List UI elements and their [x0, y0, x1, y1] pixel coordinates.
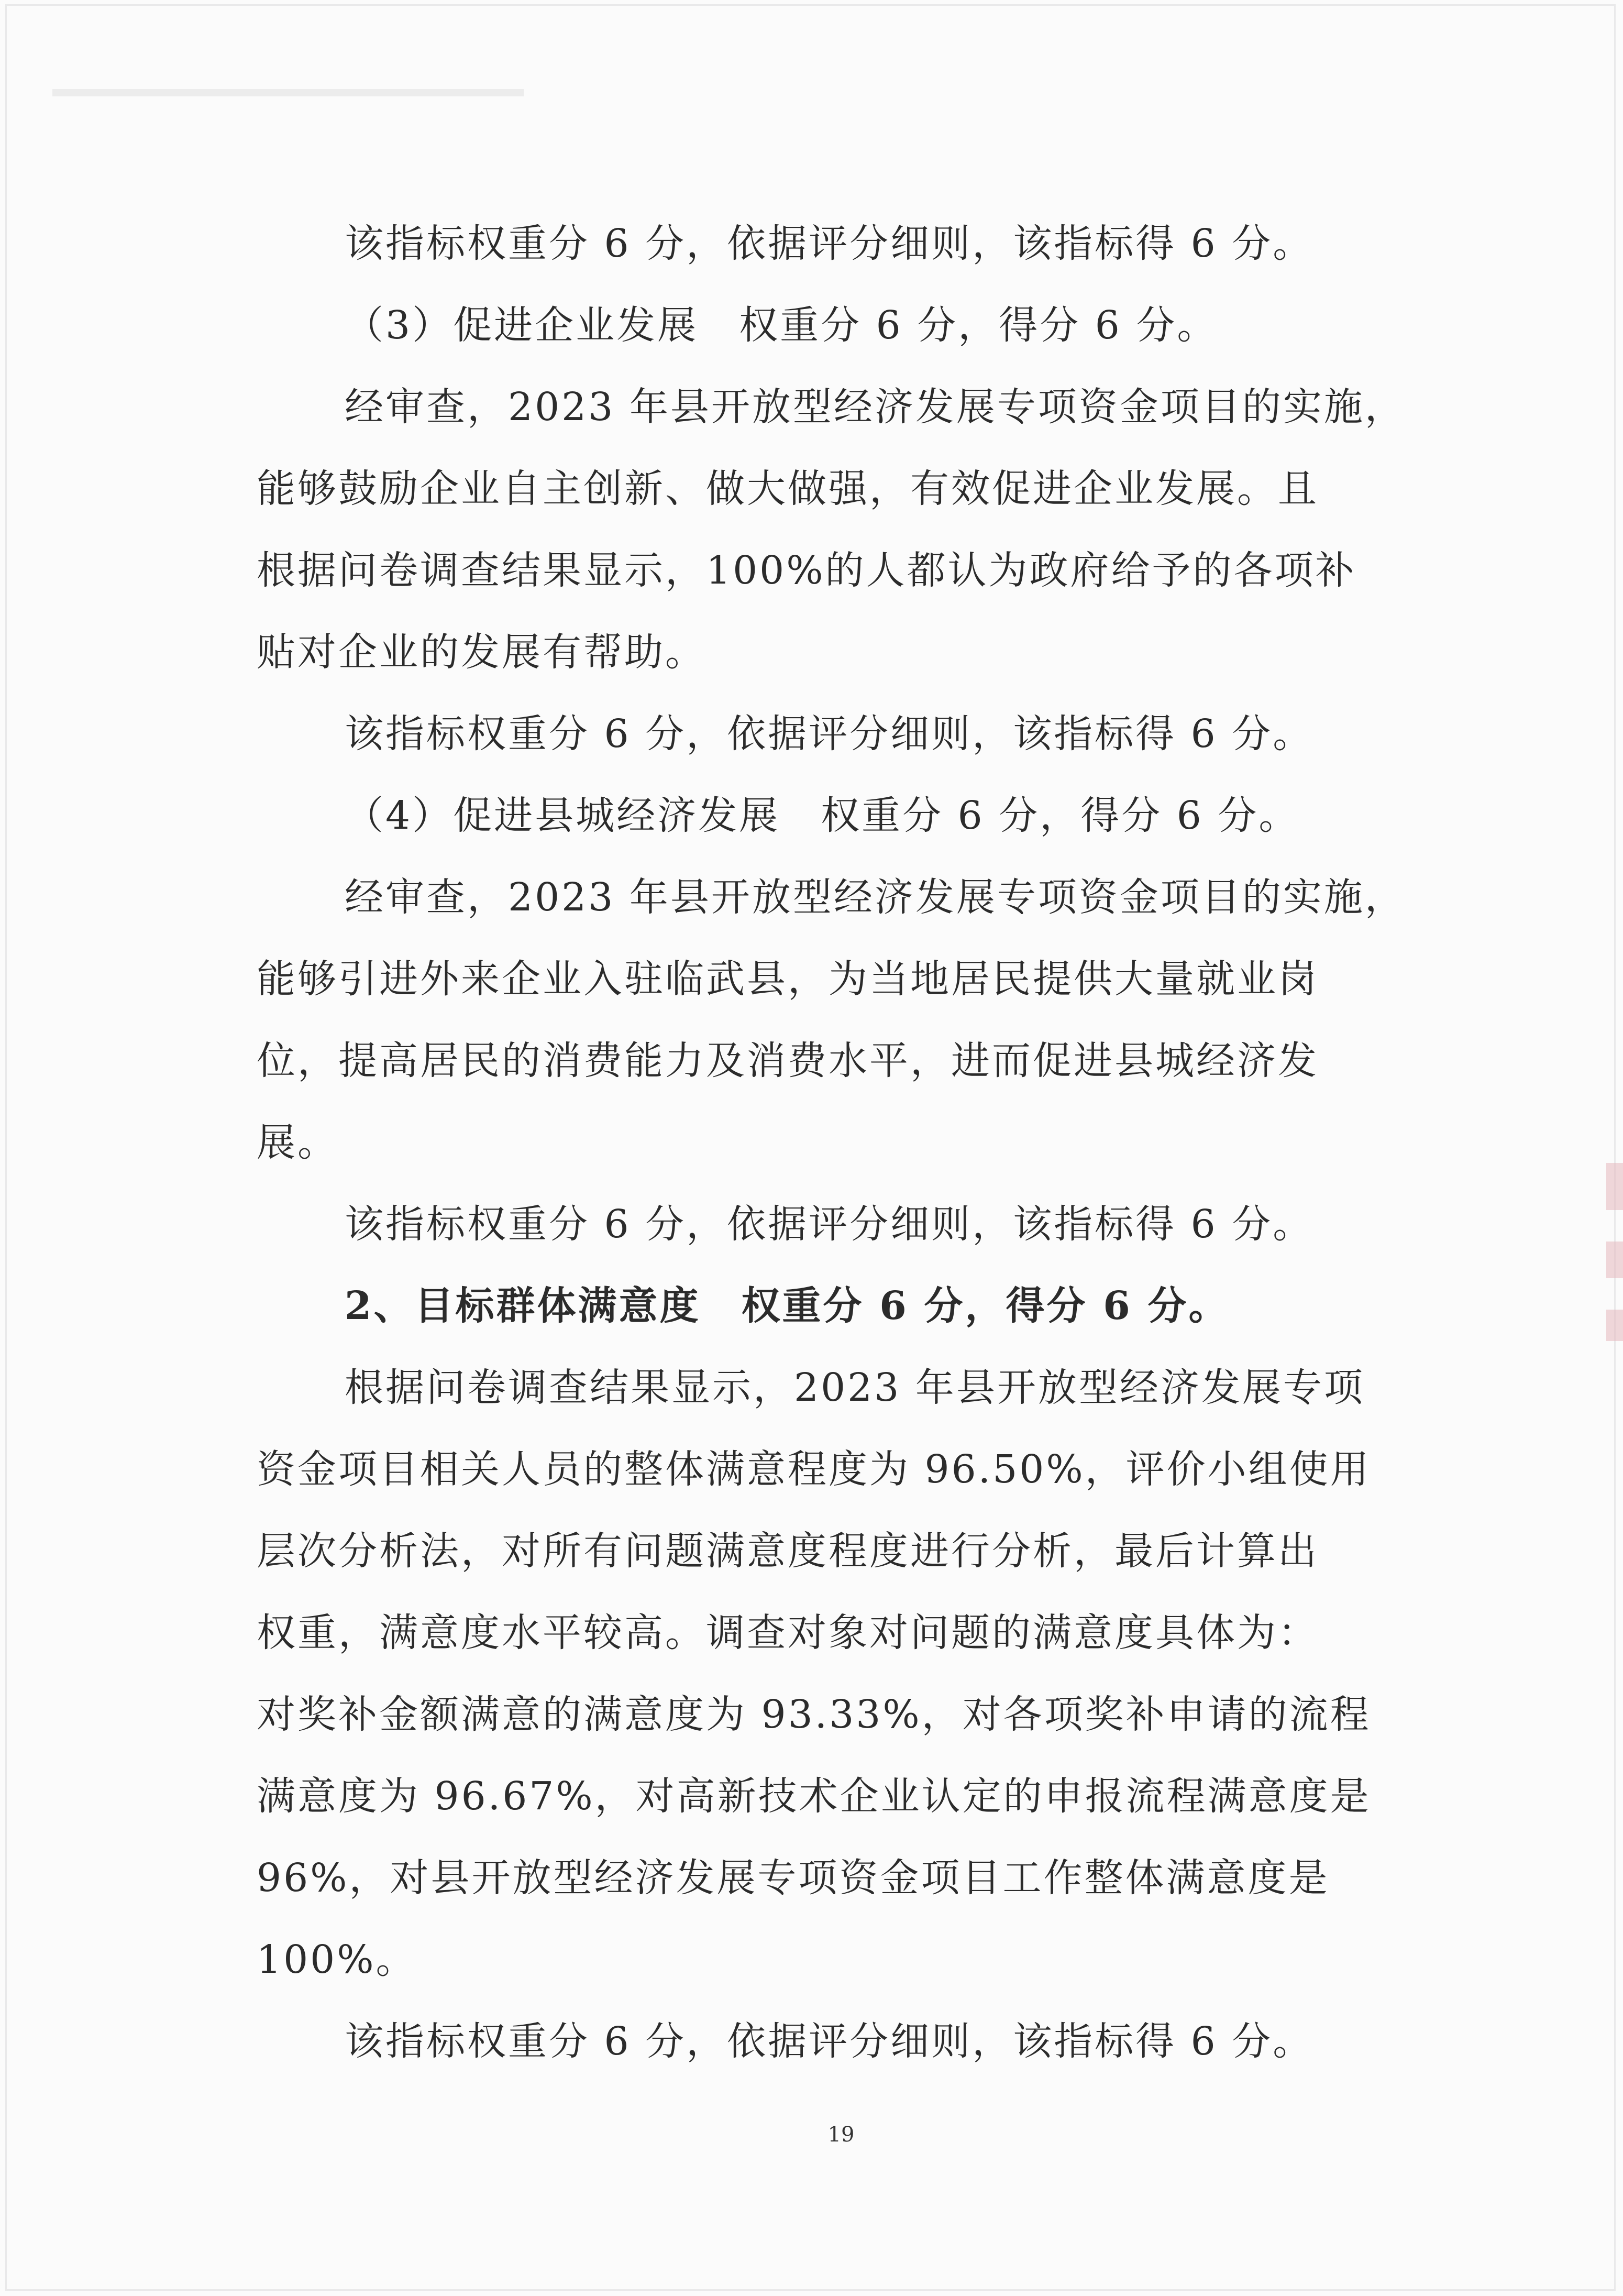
paragraph-line: 能够鼓励企业自主创新、做大做强，有效促进企业发展。且: [257, 466, 1319, 511]
paragraph-line: 该指标权重分 6 分，依据评分细则，该指标得 6 分。: [345, 221, 1314, 266]
seal-bleed-mark: [1606, 1242, 1623, 1278]
paragraph-line: 对奖补金额满意的满意度为 93.33%，对各项奖补申请的流程: [257, 1692, 1371, 1737]
seal-bleed-mark: [1606, 1310, 1623, 1341]
paragraph-line: 贴对企业的发展有帮助。: [257, 630, 706, 675]
paragraph-line: 位，提高居民的消费能力及消费水平，进而促进县城经济发: [257, 1038, 1319, 1083]
scan-smudge: [52, 89, 524, 96]
paragraph-line: 权重，满意度水平较高。调查对象对问题的满意度具体为：: [257, 1610, 1319, 1655]
paragraph-line: 100%。: [257, 1937, 417, 1982]
seal-bleed-mark: [1606, 1163, 1623, 1210]
paragraph-line: 满意度为 96.67%，对高新技术企业认定的申报流程满意度是: [257, 1774, 1371, 1819]
paragraph-line: 展。: [257, 1120, 338, 1165]
paragraph-line: 根据问卷调查结果显示，100%的人都认为政府给予的各项补: [257, 548, 1356, 593]
paragraph-line: 该指标权重分 6 分，依据评分细则，该指标得 6 分。: [345, 711, 1314, 756]
paragraph-line: 96%，对县开放型经济发展专项资金项目工作整体满意度是: [257, 1855, 1330, 1900]
paragraph-line: 层次分析法，对所有问题满意度程度进行分析，最后计算出: [257, 1529, 1319, 1574]
paragraph-line: 经审查，2023 年县开放型经济发展专项资金项目的实施，: [345, 875, 1406, 920]
paragraph-line: 该指标权重分 6 分，依据评分细则，该指标得 6 分。: [345, 1202, 1314, 1247]
subheading-3: （3）促进企业发展 权重分 6 分，得分 6 分。: [345, 303, 1218, 348]
subheading-4: （4）促进县城经济发展 权重分 6 分，得分 6 分。: [345, 793, 1300, 838]
paragraph-line: 经审查，2023 年县开放型经济发展专项资金项目的实施，: [345, 385, 1406, 430]
paragraph-line: 该指标权重分 6 分，依据评分细则，该指标得 6 分。: [345, 2019, 1314, 2064]
paragraph-line: 能够引进外来企业入驻临武县，为当地居民提供大量就业岗: [257, 957, 1319, 1002]
page-number: 19: [827, 2123, 855, 2147]
section-heading: 2、目标群体满意度 权重分 6 分，得分 6 分。: [345, 1283, 1230, 1328]
paragraph-line: 资金项目相关人员的整体满意程度为 96.50%，评价小组使用: [257, 1447, 1371, 1492]
paragraph-line: 根据问卷调查结果显示，2023 年县开放型经济发展专项: [345, 1365, 1365, 1410]
